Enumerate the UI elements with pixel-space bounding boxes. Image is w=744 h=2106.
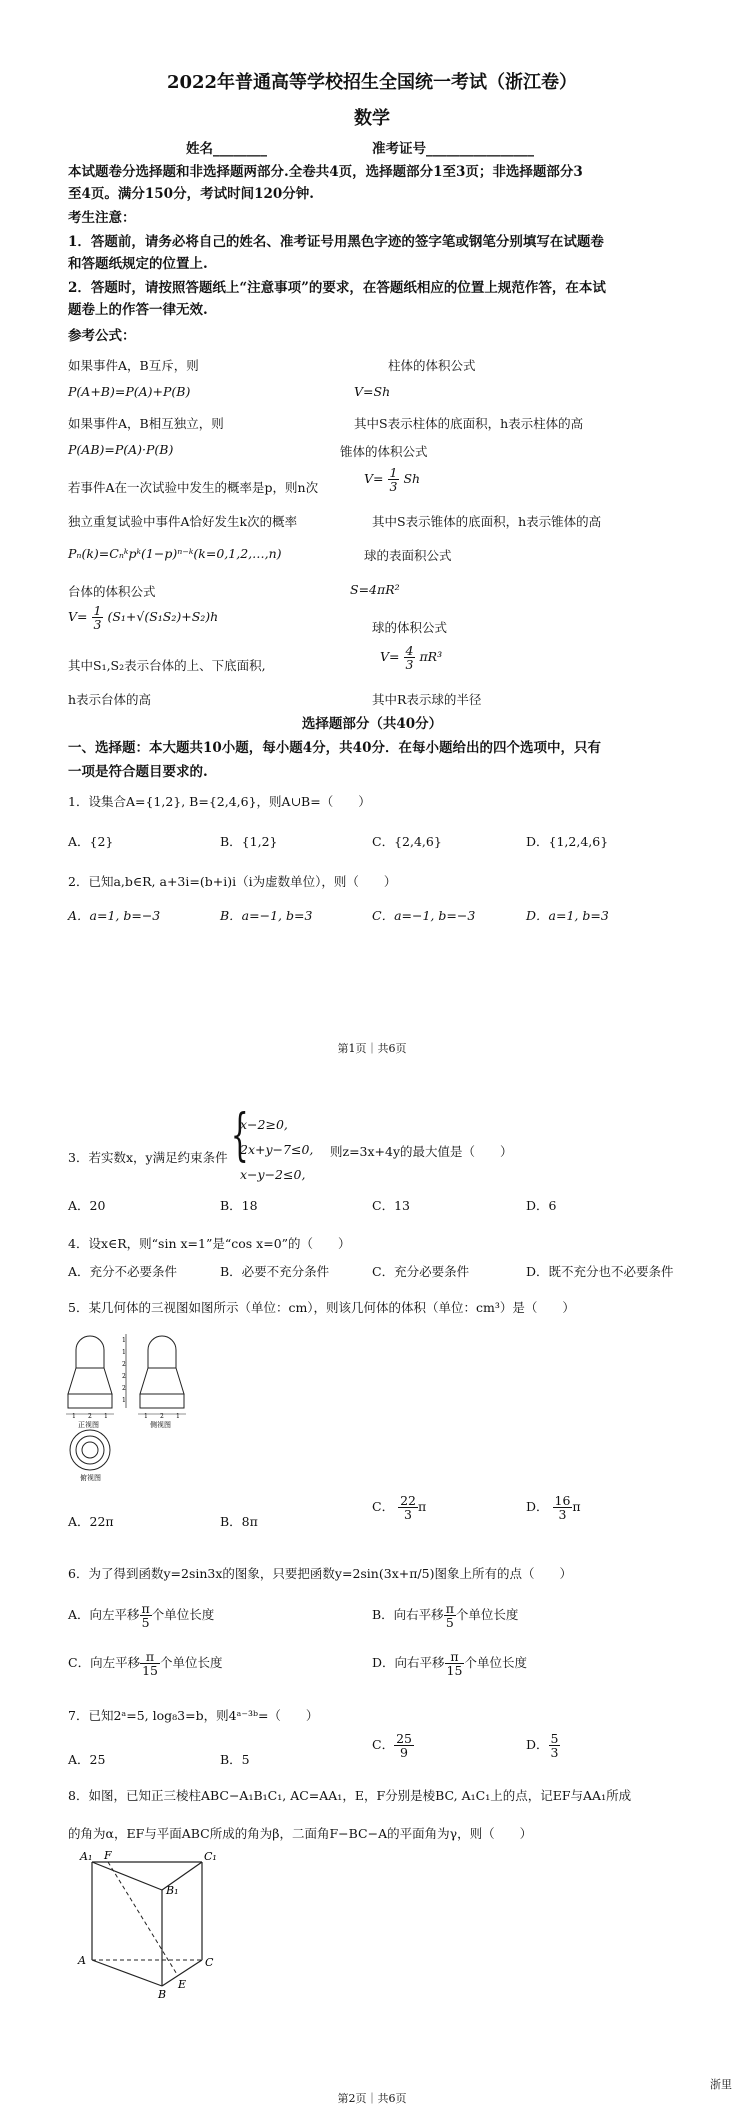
- formula-9-left: [68, 604, 218, 631]
- dim-tick-2: 1: [122, 1349, 126, 1356]
- q6-a-pre: A．向左平移: [68, 1607, 140, 1623]
- q6-option-b[interactable]: [372, 1602, 518, 1629]
- q6-c-post: 个单位长度: [159, 1655, 223, 1671]
- q4-stem: 4．设x∈R，则“sin x=1”是“cos x=0”的（ ）: [68, 1236, 351, 1251]
- side-dim-1b: 1: [176, 1413, 180, 1420]
- side-view-drawing: [140, 1336, 184, 1408]
- formula-5-num: 1: [389, 465, 398, 480]
- side-view-label: 侧视图: [150, 1421, 171, 1429]
- formula-1-right: 柱体的体积公式: [388, 358, 476, 373]
- section-title: 选择题部分（共40分）: [301, 716, 443, 732]
- front-view-label: 正视图: [78, 1421, 99, 1429]
- q5-d-label: D．: [526, 1499, 549, 1515]
- formula-5-den: 3: [389, 479, 398, 495]
- q6-a-num: π: [141, 1601, 150, 1616]
- q7-option-a[interactable]: A．25: [68, 1752, 106, 1767]
- q7-d-label: D．: [526, 1737, 549, 1753]
- dim-tick-3: 2: [122, 1361, 126, 1368]
- q1-option-a[interactable]: A．{2}: [68, 834, 114, 849]
- q2-option-a[interactable]: A．a=1, b=−3: [68, 908, 161, 923]
- q1-option-c[interactable]: C．{2,4,6}: [372, 834, 442, 849]
- formula-5-right: [364, 466, 420, 493]
- q6-b-den: 5: [445, 1615, 454, 1631]
- q5-c-label: C．: [372, 1499, 395, 1515]
- q2-option-d[interactable]: D．a=1, b=3: [526, 908, 609, 923]
- formula-4-left: P(AB)=P(A)·P(B): [68, 442, 174, 457]
- top-view-label: 俯视图: [80, 1474, 101, 1482]
- front-dim-2: 2: [88, 1413, 92, 1420]
- label-a1: A₁: [80, 1850, 93, 1863]
- q6-b-post: 个单位长度: [455, 1607, 519, 1623]
- q2-option-b[interactable]: B．a=−1, b=3: [220, 908, 313, 923]
- q4-option-a[interactable]: A．充分不必要条件: [68, 1264, 178, 1279]
- q5-stem: 5．某几何体的三视图如图所示（单位：cm），则该几何体的体积（单位：cm³）是（ ）: [68, 1300, 575, 1315]
- q7-option-c[interactable]: [372, 1732, 414, 1759]
- q7-c-label: C．: [372, 1737, 395, 1753]
- q5-option-c[interactable]: [372, 1494, 426, 1521]
- formula-5-suffix: Sh: [403, 471, 421, 487]
- q3-brace: {: [230, 1103, 249, 1168]
- id-field-label: 准考证号________________: [372, 141, 534, 157]
- formula-2-left: P(A+B)=P(A)+P(B): [68, 384, 191, 399]
- q6-stem: 6．为了得到函数y=2sin3x的图象，只要把函数y=2sin(3x+π/5)图象上所有的点（ ）: [68, 1566, 572, 1581]
- q7-option-d[interactable]: [526, 1732, 560, 1759]
- watermark-text: 浙里: [710, 2078, 732, 2091]
- q5-c-suffix: π: [417, 1499, 427, 1515]
- q5-d-suffix: π: [572, 1499, 581, 1515]
- label-c: C: [205, 1956, 214, 1969]
- formula-3-left: 如果事件A，B相互独立，则: [68, 416, 224, 431]
- q3-constraint-3: x−y−2≤0,: [240, 1167, 306, 1182]
- edge-a-b: [92, 1960, 162, 1986]
- segment-ef: [108, 1862, 178, 1976]
- section-intro-line-1: 一、选择题：本大题共10小题，每小题4分，共40分．在每小题给出的四个选项中，只有: [68, 740, 601, 756]
- formula-9-num: 1: [93, 603, 102, 618]
- formula-9-right: 球的体积公式: [372, 620, 448, 635]
- formula-1-left: 如果事件A，B互斥，则: [68, 358, 199, 373]
- q6-c-num: π: [140, 1650, 160, 1664]
- formula-6-left: 独立重复试验中事件A恰好发生k次的概率: [68, 514, 298, 529]
- front-dim-1b: 1: [104, 1413, 108, 1420]
- q8-prism-figure: [74, 1850, 224, 2000]
- q8-stem-line-2: 的角为α，EF与平面ABC所成的角为β，二面角F−BC−A的平面角为γ，则（ ）: [68, 1826, 533, 1841]
- q7-d-den: 3: [550, 1745, 559, 1761]
- section-intro-line-2: 一项是符合题目要求的.: [68, 764, 208, 780]
- q7-c-num: 25: [396, 1731, 412, 1746]
- q5-d-den: 3: [558, 1507, 567, 1523]
- formula-7-right: 球的表面积公式: [364, 548, 452, 563]
- q5-c-den: 3: [404, 1507, 412, 1523]
- q5-three-view-figure: [64, 1328, 214, 1482]
- notice-1-line-2: 和答题纸规定的位置上.: [68, 256, 208, 272]
- q6-c-pre: C．向左平移: [68, 1655, 141, 1671]
- q2-option-c[interactable]: C．a=−1, b=−3: [372, 908, 476, 923]
- q3-constraint-2: 2x+y−7≤0,: [240, 1142, 314, 1157]
- q6-b-num: π: [445, 1601, 454, 1616]
- dim-tick-6: 1: [122, 1397, 126, 1404]
- formula-10-left: 其中S₁,S₂表示台体的上、下底面积,: [68, 658, 266, 673]
- front-dim-1a: 1: [72, 1413, 76, 1420]
- label-a: A: [78, 1954, 86, 1967]
- edge-a1-b1: [92, 1862, 162, 1890]
- q3-option-a[interactable]: A．20: [68, 1198, 106, 1213]
- formula-7-left: Pₙ(k)=Cₙᵏpᵏ(1−p)ⁿ⁻ᵏ(k=0,1,2,…,n): [68, 546, 282, 561]
- q5-option-a[interactable]: A．22π: [68, 1514, 114, 1529]
- q7-c-den: 9: [400, 1745, 408, 1761]
- q3-stem-prefix: 3．若实数x，y满足约束条件: [68, 1150, 228, 1165]
- notice-1-line-1: 1．答题前，请务必将自己的姓名、准考证号用黑色字迹的签字笔或钢笔分别填写在试题卷: [68, 234, 604, 250]
- side-dim-1a: 1: [144, 1413, 148, 1420]
- formula-5-prefix: V=: [364, 471, 384, 487]
- label-c1: C₁: [204, 1850, 217, 1863]
- q5-c-num: 22: [400, 1493, 416, 1508]
- q3-constraint-1: x−2≥0,: [240, 1117, 288, 1132]
- page-1-footer: 第1页｜共6页: [337, 1042, 407, 1055]
- side-dim-2: 2: [160, 1413, 164, 1420]
- front-view-drawing: [68, 1336, 112, 1408]
- q3-option-c[interactable]: C．13: [372, 1198, 410, 1213]
- q1-stem: 1．设集合A={1,2}, B={2,4,6}，则A∪B=（ ）: [68, 794, 371, 809]
- formula-9-prefix: V=: [68, 609, 88, 625]
- formula-10-right: [380, 644, 442, 671]
- label-f: F: [104, 1850, 112, 1862]
- q2-stem: 2．已知a,b∈R, a+3i=(b+i)i（i为虚数单位），则（ ）: [68, 874, 397, 889]
- q3-stem-suffix: 则z=3x+4y的最大值是（ ）: [330, 1144, 513, 1159]
- q3-option-d[interactable]: D．6: [526, 1198, 557, 1213]
- formula-8-left: 台体的体积公式: [68, 584, 156, 599]
- q6-b-pre: B．向右平移: [372, 1607, 444, 1623]
- formula-4-right: 锥体的体积公式: [340, 444, 428, 459]
- q4-option-d[interactable]: D．既不充分也不必要条件: [526, 1264, 674, 1279]
- dim-tick-5: 2: [122, 1385, 126, 1392]
- intro-line-2: 至4页。满分150分，考试时间120分钟.: [68, 186, 314, 202]
- formula-8-right: S=4πR²: [350, 582, 400, 597]
- notice-title: 考生注意：: [68, 210, 136, 226]
- page-title: 2022年普通高等学校招生全国统一考试（浙江卷）: [166, 72, 578, 93]
- intro-line-1: 本试题卷分选择题和非选择题两部分.全卷共4页，选择题部分1至3页；非选择题部分3: [68, 164, 583, 180]
- page-2-footer: 第2页｜共6页: [337, 2092, 407, 2105]
- notice-2-line-2: 题卷上的作答一律无效.: [68, 302, 208, 318]
- q7-d-num: 5: [550, 1731, 559, 1746]
- reference-title: 参考公式：: [68, 328, 136, 344]
- q3-option-b[interactable]: B．18: [220, 1198, 258, 1213]
- label-b1: B₁: [166, 1884, 179, 1897]
- q6-a-post: 个单位长度: [151, 1607, 215, 1623]
- dim-tick-1: 1: [122, 1337, 126, 1344]
- subject-title: 数学: [354, 108, 390, 129]
- formula-11-left: h表示台体的高: [68, 692, 152, 707]
- q6-d-pre: D．向右平移: [372, 1655, 445, 1671]
- q6-a-den: 5: [141, 1615, 150, 1631]
- q6-option-c[interactable]: [68, 1650, 223, 1677]
- name-field-label: 姓名________: [186, 141, 267, 157]
- q1-option-b[interactable]: B．{1,2}: [220, 834, 278, 849]
- notice-2-line-1: 2．答题时，请按照答题纸上“注意事项”的要求，在答题纸相应的位置上规范作答，在本试: [68, 280, 606, 296]
- formula-11-right: 其中R表示球的半径: [372, 692, 482, 707]
- q6-d-post: 个单位长度: [464, 1655, 527, 1671]
- label-b: B: [158, 1988, 167, 2000]
- dim-tick-4: 2: [122, 1373, 126, 1380]
- formula-9-suffix: (S₁+√(S₁S₂)+S₂)h: [107, 609, 219, 625]
- q6-option-d[interactable]: [372, 1650, 527, 1677]
- top-view-drawing: [70, 1430, 110, 1470]
- label-e: E: [178, 1978, 187, 1991]
- formula-6-right: 其中S表示锥体的底面积，h表示锥体的高: [372, 514, 602, 529]
- formula-3-right: 其中S表示柱体的底面积，h表示柱体的高: [354, 416, 584, 431]
- formula-10-suffix: πR³: [419, 649, 443, 665]
- q7-option-b[interactable]: B．5: [220, 1752, 250, 1767]
- q5-d-num: 16: [554, 1493, 571, 1508]
- q5-option-d[interactable]: [526, 1494, 581, 1521]
- q6-d-den: 15: [446, 1663, 463, 1679]
- formula-10-num: 4: [405, 643, 414, 658]
- formula-10-den: 3: [405, 657, 414, 673]
- q7-stem: 7．已知2ᵃ=5, log₈3=b，则4ᵃ⁻³ᵇ=（ ）: [68, 1708, 319, 1723]
- q4-option-b[interactable]: B．必要不充分条件: [220, 1264, 330, 1279]
- formula-10-prefix: V=: [380, 649, 400, 665]
- q6-d-num: π: [445, 1650, 465, 1664]
- q1-option-d[interactable]: D．{1,2,4,6}: [526, 834, 609, 849]
- q6-option-a[interactable]: [68, 1602, 214, 1629]
- q4-option-c[interactable]: C．充分必要条件: [372, 1264, 470, 1279]
- q8-stem-line-1: 8．如图，已知正三棱柱ABC−A₁B₁C₁, AC=AA₁，E，F分别是棱BC, A₁C₁上的点，记EF与AA₁所成: [68, 1788, 632, 1803]
- formula-9-den: 3: [93, 617, 102, 633]
- formula-2-right: V=Sh: [354, 384, 391, 399]
- formula-5-left: 若事件A在一次试验中发生的概率是p，则n次: [68, 480, 319, 495]
- q5-option-b[interactable]: B．8π: [220, 1514, 258, 1529]
- q6-c-den: 15: [142, 1663, 158, 1679]
